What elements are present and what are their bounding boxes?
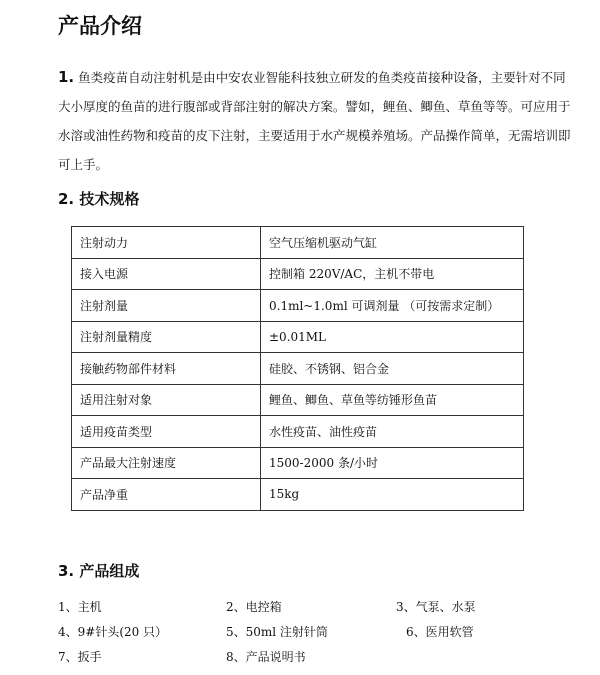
spec-value: 15kg	[261, 479, 524, 511]
table-row	[72, 227, 524, 259]
table-row	[72, 384, 524, 416]
list-item: 4、9#针头(20 只）	[58, 625, 168, 639]
composition-heading: 3. 产品组成	[58, 562, 140, 580]
composition-row	[58, 648, 528, 673]
list-item: 5、50ml 注射针筒	[226, 625, 328, 639]
table-row	[72, 353, 524, 385]
list-item: 8、产品说明书	[226, 650, 306, 664]
spec-label: 接入电源	[72, 258, 261, 290]
spec-value: 0.1ml~1.0ml 可调剂量 （可按需求定制）	[261, 290, 524, 322]
table-row	[72, 447, 524, 479]
spec-label: 适用疫苗类型	[72, 416, 261, 448]
spec-value: 水性疫苗、油性疫苗	[261, 416, 524, 448]
spec-value: 鲤鱼、鲫鱼、草鱼等纺锤形鱼苗	[261, 384, 524, 416]
spec-label: 注射剂量	[72, 290, 261, 322]
spec-value: 1500-2000 条/小时	[261, 447, 524, 479]
spec-label: 注射动力	[72, 227, 261, 259]
intro-number: 1.	[58, 68, 75, 86]
list-item: 1、主机	[58, 600, 102, 614]
table-row	[72, 416, 524, 448]
spec-value: 硅胶、不锈钢、铝合金	[261, 353, 524, 385]
spec-label: 产品净重	[72, 479, 261, 511]
list-item: 6、医用软管	[406, 625, 474, 639]
specs-heading: 2. 技术规格	[58, 190, 140, 208]
spec-value: ±0.01ML	[261, 321, 524, 353]
table-row	[72, 258, 524, 290]
composition-row	[58, 623, 528, 648]
spec-label: 产品最大注射速度	[72, 447, 261, 479]
composition-list	[58, 598, 528, 673]
table-row	[72, 321, 524, 353]
intro-paragraph	[58, 63, 578, 179]
page-title: 产品介绍	[58, 14, 142, 38]
composition-row	[58, 598, 528, 623]
spec-value: 空气压缩机驱动气缸	[261, 227, 524, 259]
table-row	[72, 290, 524, 322]
intro-text: 鱼类疫苗自动注射机是由中安农业智能科技独立研发的鱼类疫苗接种设备，主要针对不同大小厚度的鱼苗的进行腹部或背部注射的解决方案。譬如，鲤鱼、鲫鱼、草鱼等等。可应用于水溶或油性药物和疫苗的皮下注射，主要适用于水产规模养殖场。产品操作简单，无需培训即可上手。	[58, 70, 571, 172]
table-row	[72, 479, 524, 511]
list-item: 2、电控箱	[226, 600, 282, 614]
list-item: 7、扳手	[58, 650, 102, 664]
list-item: 3、气泵、水泵	[396, 600, 476, 614]
spec-label: 接触药物部件材料	[72, 353, 261, 385]
spec-label: 注射剂量精度	[72, 321, 261, 353]
specs-table	[71, 226, 524, 511]
spec-value: 控制箱 220V/AC，主机不带电	[261, 258, 524, 290]
spec-label: 适用注射对象	[72, 384, 261, 416]
